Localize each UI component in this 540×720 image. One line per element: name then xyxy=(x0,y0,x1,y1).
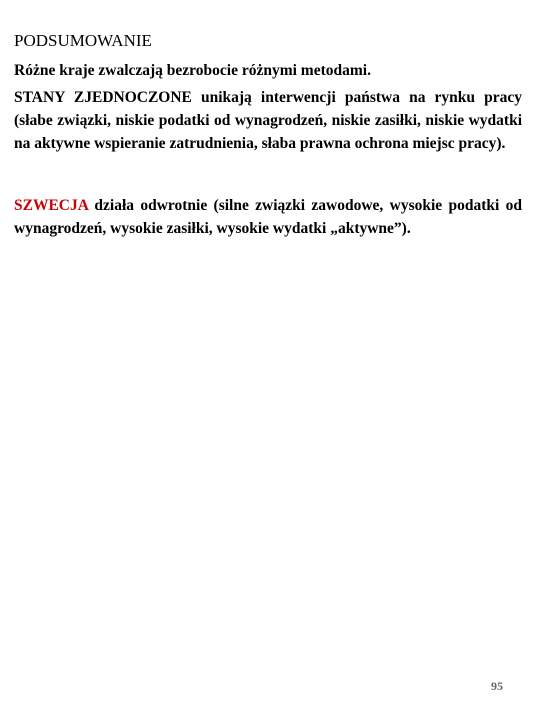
page-number: 95 xyxy=(491,679,503,693)
paragraph-sweden-text: działa odwrotnie (silne związki zawodowe, wysokie podatki od wynagrodzeń, wysokie zasiłki, wysokie wydatki „aktywne”). xyxy=(14,197,522,237)
intro-sentence: Różne kraje zwalczają bezrobocie różnymi metodami. xyxy=(14,62,371,79)
paragraph-sweden xyxy=(14,194,522,240)
paragraph-usa-text: unikają interwencji państwa na rynku pracy (słabe związki, niskie podatki od wynagrodzeń, niskie zasiłki, niskie wydatki na aktywne wspieranie zatrudnienia, słaba prawna ochrona miejsc pracy). xyxy=(14,89,522,152)
page-title: PODSUMOWANIE xyxy=(14,31,152,50)
country-name-sweden: SZWECJA xyxy=(14,197,89,214)
country-name-usa: STANY ZJEDNOCZONE xyxy=(14,89,192,106)
paragraph-usa xyxy=(14,86,522,155)
